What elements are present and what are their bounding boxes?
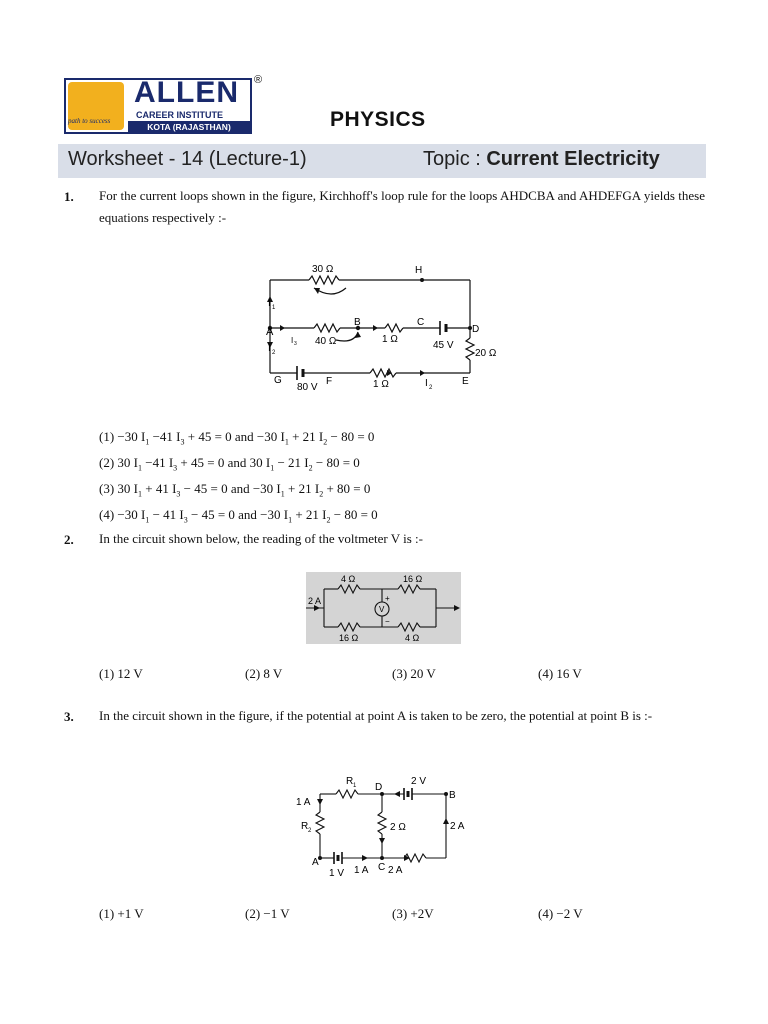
option[interactable]: (1) −30 $I_1 -41$ $I_3 + 45 = 0$ and −30 $I_1 + 21$ $I_2 - 80 = 0$ bbox=[99, 429, 375, 447]
label-4-ohm-top: 4 Ω bbox=[341, 574, 356, 584]
logo-tagline: path to success bbox=[68, 117, 111, 125]
question-1-options bbox=[99, 427, 378, 531]
worksheet-bar bbox=[58, 144, 706, 178]
label-16-ohm-bottom: 16 Ω bbox=[339, 633, 359, 643]
option[interactable]: (3) +2V bbox=[392, 906, 434, 921]
label-r2: R bbox=[301, 821, 309, 832]
label-i3: I bbox=[291, 336, 294, 345]
label-1-ohm-b: 1 Ω bbox=[373, 379, 389, 390]
question-3-number: 3. bbox=[64, 709, 74, 724]
label-i3-sub: 3 bbox=[294, 341, 297, 347]
label-e: E bbox=[462, 376, 469, 387]
label-b: B bbox=[354, 317, 361, 328]
question-1-text: For the current loops shown in the figure, Kirchhoff's loop rule for the loops AHDCBA and AHDEFGA yields these equations respectively :- bbox=[99, 188, 705, 225]
label-a: A bbox=[266, 326, 274, 338]
label-h: H bbox=[415, 265, 423, 276]
label-45-v: 45 V bbox=[433, 340, 454, 351]
label-r1: R bbox=[346, 776, 354, 787]
label-f: F bbox=[326, 376, 333, 387]
question-3-text: In the circuit shown in the figure, if the potential at point A is taken to be zero, the potential at point B is :- bbox=[99, 708, 653, 723]
voltmeter-plus: + bbox=[385, 594, 390, 603]
voltmeter-label: V bbox=[379, 605, 385, 614]
label-g: G bbox=[274, 375, 282, 386]
label-a: A bbox=[312, 857, 319, 868]
option[interactable]: (3) 30 $I_1 + 41$ $I_3 - 45 = 0$ and −30 $I_1 + 21$ $I_2 + 80 = 0$ bbox=[99, 481, 371, 499]
registered-mark: ® bbox=[254, 74, 263, 86]
option[interactable]: (2) 30 $I_1 -41$ $I_3 + 45 = 0$ and 30 $I_1 - 21$ $I_2 - 80 = 0$ bbox=[99, 455, 360, 473]
label-16-ohm-top: 16 Ω bbox=[403, 574, 423, 584]
label-1-v: 1 V bbox=[329, 868, 345, 879]
label-i1-sub: 1 bbox=[272, 305, 276, 311]
logo-line2: KOTA (RAJASTHAN) bbox=[128, 121, 250, 133]
label-2-a-right: 2 A bbox=[450, 821, 465, 832]
option[interactable]: (1) +1 V bbox=[99, 906, 144, 921]
label-2-a-bottom: 2 A bbox=[388, 865, 403, 876]
option[interactable]: (3) 20 V bbox=[392, 666, 436, 681]
label-b: B bbox=[449, 790, 456, 801]
label-i2-bottom: I bbox=[425, 378, 428, 389]
label-80-v: 80 V bbox=[297, 382, 318, 393]
label-d: D bbox=[375, 782, 383, 793]
label-r2-sub: 2 bbox=[308, 828, 312, 834]
label-c: C bbox=[378, 862, 386, 873]
option[interactable]: (2) −1 V bbox=[245, 906, 290, 921]
label-r1-sub: 1 bbox=[353, 783, 357, 789]
question-3-circuit bbox=[296, 772, 476, 880]
subject-title: PHYSICS bbox=[330, 108, 426, 131]
logo-brand: ALLEN bbox=[134, 76, 239, 109]
label-i2-sub: 2 bbox=[272, 350, 276, 356]
topic-heading bbox=[423, 148, 660, 171]
option[interactable]: (4) 16 V bbox=[538, 666, 582, 681]
label-40-ohm: 40 Ω bbox=[315, 336, 337, 347]
label-1-a-left: 1 A bbox=[296, 797, 311, 808]
label-i1: I bbox=[268, 298, 271, 309]
allen-logo bbox=[64, 78, 252, 134]
voltmeter-minus: − bbox=[385, 617, 390, 626]
option[interactable]: (2) 8 V bbox=[245, 666, 283, 681]
question-1-circuit bbox=[262, 258, 512, 394]
question-2-circuit bbox=[306, 572, 461, 644]
label-d: D bbox=[472, 324, 480, 335]
question-2-text: In the circuit shown below, the reading of the voltmeter V is :- bbox=[99, 531, 423, 546]
label-i2: I bbox=[268, 343, 271, 354]
label-i2-bottom-sub: 2 bbox=[429, 385, 433, 391]
logo-line1: CAREER INSTITUTE bbox=[136, 110, 224, 120]
label-c: C bbox=[417, 317, 425, 328]
option[interactable]: (4) −2 V bbox=[538, 906, 583, 921]
label-30-ohm: 30 Ω bbox=[312, 264, 334, 275]
question-1-number: 1. bbox=[64, 189, 74, 204]
option[interactable]: (4) −30 $I_1 - 41$ $I_3 - 45 = 0$ and −30 $I_1 + 21$ $I_2 - 80 = 0$ bbox=[99, 507, 378, 525]
label-2-ohm: 2 Ω bbox=[390, 822, 406, 833]
label-4-ohm-bottom: 4 Ω bbox=[405, 633, 420, 643]
topic-label: Topic : bbox=[423, 148, 487, 170]
option[interactable]: (1) 12 V bbox=[99, 666, 143, 681]
worksheet-title: Worksheet - 14 (Lecture-1) bbox=[68, 148, 307, 170]
label-20-ohm: 20 Ω bbox=[475, 348, 497, 359]
label-1-a-bottom: 1 A bbox=[354, 865, 369, 876]
label-1-ohm-a: 1 Ω bbox=[382, 334, 398, 345]
label-2-v: 2 V bbox=[411, 776, 427, 787]
question-2-number: 2. bbox=[64, 532, 74, 547]
topic-name: Current Electricity bbox=[486, 148, 660, 170]
label-2-a: 2 A bbox=[308, 596, 322, 606]
